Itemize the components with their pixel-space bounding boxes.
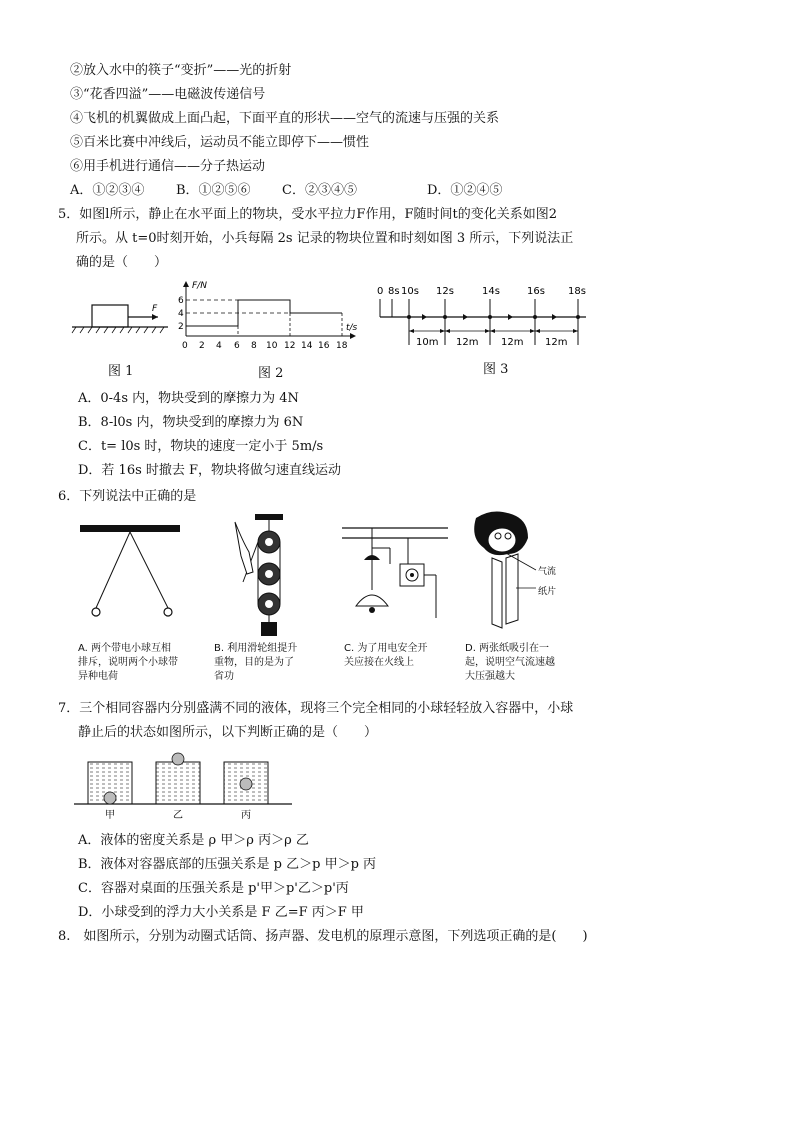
container-label: 丙 bbox=[241, 810, 251, 821]
fig3-dist: 12m bbox=[456, 337, 479, 348]
q5-option-c: C．t= l0s 时，物块的速度一定小于 5m/s bbox=[78, 439, 324, 454]
q4-option-c: C．②③④⑤ bbox=[282, 183, 357, 198]
q5-fig2-label: 图 2 bbox=[258, 366, 284, 381]
q7-option-d: D．小球受到的浮力大小关系是 F 乙=F 丙＞F 甲 bbox=[78, 905, 364, 920]
q5-stem-line2: 所示。从 t=0时刻开始，小兵每隔 2s 记录的物块位置和时刻如图 3 所示，下列说法正 bbox=[76, 231, 574, 246]
q7-stem-line2: 静止后的状态如图所示，以下判断正确的是（ ） bbox=[78, 725, 378, 740]
fig2-xtick: 14 bbox=[301, 341, 313, 351]
svg-text:F: F bbox=[152, 304, 158, 314]
q4-item-6: ⑥用手机进行通信——分子热运动 bbox=[70, 159, 266, 174]
q6-caption-a: A. 两个带电小球互相 排斥，说明两个小球带 异种电荷 bbox=[78, 643, 178, 682]
fig2-xtick: 2 bbox=[199, 341, 205, 351]
q6-fig-d-paper-blowing bbox=[462, 508, 582, 636]
fig2-ylabel: F/N bbox=[192, 281, 207, 291]
q4-option-b: B．①②⑤⑥ bbox=[176, 183, 251, 198]
q5-fig1-block-diagram bbox=[70, 295, 170, 340]
q4-item-3: ③“花香四溢”——电磁波传递信号 bbox=[70, 87, 266, 102]
q5-fig1-label: 图 1 bbox=[108, 364, 134, 379]
q4-item-5: ⑤百米比赛中冲线后，运动员不能立即停下——惯性 bbox=[70, 135, 370, 150]
fig2-xtick: 12 bbox=[284, 341, 296, 351]
q6-fig-a-charged-balls bbox=[78, 520, 188, 625]
q5-stem-line1: 5．如图l所示，静止在水平面上的物块，受水平拉力F作用，F随时间t的变化关系如图2 bbox=[58, 207, 557, 222]
fig2-ytick-4: 4 bbox=[178, 309, 184, 319]
q8-stem: 8. 如图所示，分别为动圈式话筒、扬声器、发电机的原理示意图，下列选项正确的是( ) bbox=[58, 929, 588, 944]
q6-fig-b-pulley-system bbox=[225, 512, 295, 640]
fig3-dist: 10m bbox=[416, 337, 439, 348]
q6-stem: 6．下列说法中正确的是 bbox=[58, 489, 197, 504]
fig3-dist: 12m bbox=[501, 337, 524, 348]
q5-stem-line3: 确的是（ ） bbox=[76, 255, 168, 270]
fig2-xtick: 16 bbox=[318, 341, 330, 351]
q5-option-d: D．若 16s 时撤去 F，物块将做匀速直线运动 bbox=[78, 463, 342, 478]
q7-option-b: B．液体对容器底部的压强关系是 p 乙＞p 甲＞p 丙 bbox=[78, 857, 377, 872]
fig2-xtick: 0 bbox=[182, 341, 188, 351]
fig2-ytick-2: 2 bbox=[178, 322, 184, 332]
fig3-dist: 12m bbox=[545, 337, 568, 348]
q6-caption-c: C. 为了用电安全开 关应接在火线上 bbox=[344, 643, 428, 668]
q7-containers-figure bbox=[72, 750, 294, 822]
q4-item-4: ④飞机的机翼做成上面凸起，下面平直的形状——空气的流速与压强的关系 bbox=[70, 111, 500, 126]
fig3-time: 10s bbox=[401, 286, 419, 297]
q5-option-b: B．8-l0s 内，物块受到的摩擦力为 6N bbox=[78, 415, 304, 430]
fig2-xtick: 4 bbox=[216, 341, 222, 351]
fig2-xtick: 8 bbox=[251, 341, 257, 351]
fig3-time: 16s bbox=[527, 286, 545, 297]
fig3-time: 8s bbox=[388, 286, 400, 297]
q5-fig3-label: 图 3 bbox=[483, 362, 509, 377]
fig2-xtick: 18 bbox=[336, 341, 348, 351]
q5-option-a: A．0-4s 内，物块受到的摩擦力为 4N bbox=[78, 391, 299, 406]
q6-caption-b: B. 利用滑轮组提升 重物，目的是为了 省功 bbox=[214, 643, 298, 682]
q7-option-a: A．液体的密度关系是 ρ 甲＞ρ 丙＞ρ 乙 bbox=[78, 833, 309, 848]
fig2-xlabel: t/s bbox=[346, 323, 358, 333]
fig2-xtick: 6 bbox=[234, 341, 240, 351]
q5-fig2-force-time-graph bbox=[170, 278, 370, 356]
q4-item-2: ②放入水中的筷子“变折”——光的折射 bbox=[70, 63, 292, 78]
label-paper: 纸片 bbox=[538, 587, 557, 597]
fig3-time: 12s bbox=[436, 286, 454, 297]
fig3-time: 18s bbox=[568, 286, 586, 297]
q4-option-d: D．①②④⑤ bbox=[427, 183, 503, 198]
q6-fig-c-lamp-circuit bbox=[340, 520, 450, 620]
q4-option-a: A．①②③④ bbox=[70, 183, 145, 198]
fig3-time: 14s bbox=[482, 286, 500, 297]
label-air: 气流 bbox=[538, 567, 557, 577]
q6-caption-d: D. 两张纸吸引在一 起，说明空气流速越 大压强越大 bbox=[465, 643, 555, 682]
fig2-ytick-6: 6 bbox=[178, 296, 184, 306]
fig3-time: 0 bbox=[377, 286, 384, 297]
container-label: 甲 bbox=[105, 810, 115, 821]
q7-option-c: C．容器对桌面的压强关系是 p'甲＞p'乙＞p'丙 bbox=[78, 881, 349, 896]
container-label: 乙 bbox=[173, 810, 183, 821]
q7-stem-line1: 7．三个相同容器内分别盛满不同的液体，现将三个完全相同的小球轻轻放入容器中，小球 bbox=[58, 701, 574, 716]
fig2-xtick: 10 bbox=[266, 341, 278, 351]
q5-fig3-position-diagram bbox=[372, 283, 590, 353]
